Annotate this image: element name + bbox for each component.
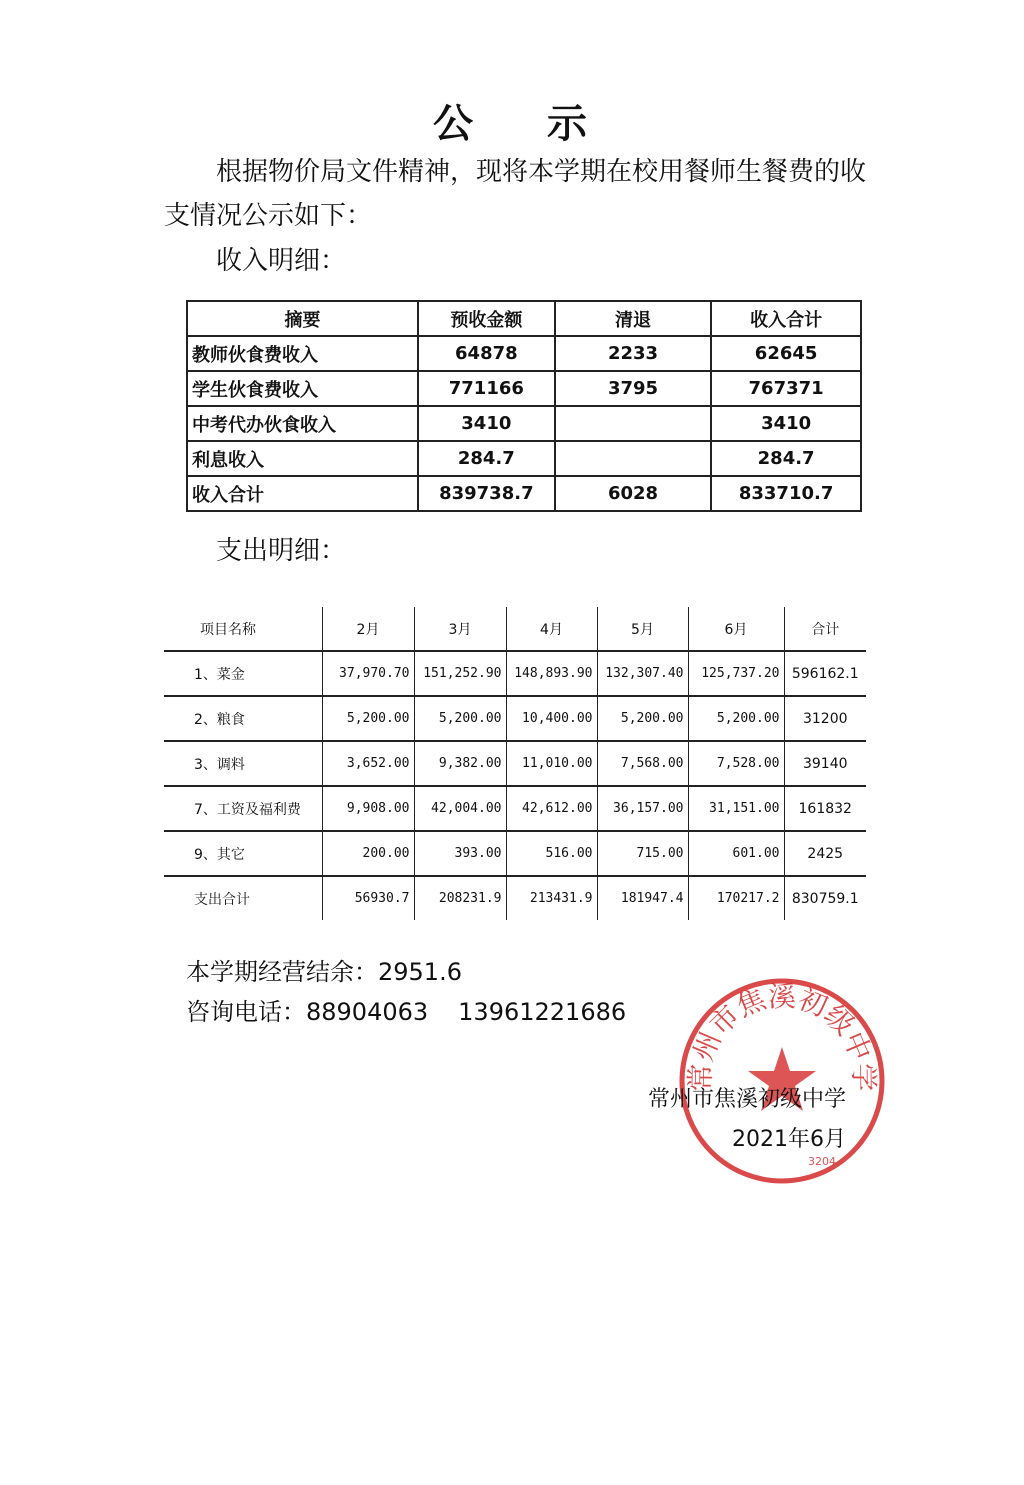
income-total-row (187, 476, 861, 511)
expense-cell: 7,528.00 (688, 741, 784, 786)
expense-cell: 830759.1 (784, 876, 866, 920)
expense-cell: 42,004.00 (414, 786, 506, 831)
income-cell: 284.7 (711, 441, 861, 476)
income-table (186, 300, 862, 512)
svg-text:常州市焦溪初级中学: 常州市焦溪初级中学 (683, 980, 881, 1092)
income-cell (555, 441, 711, 476)
expense-cell: 601.00 (688, 831, 784, 876)
expense-cell: 213431.9 (506, 876, 597, 920)
expense-cell: 715.00 (597, 831, 688, 876)
income-cell: 839738.7 (418, 476, 555, 511)
expense-cell: 39140 (784, 741, 866, 786)
income-cell: 3410 (711, 406, 861, 441)
expense-cell: 3,652.00 (322, 741, 414, 786)
expense-header-cell: 3月 (414, 607, 506, 651)
expense-total-row (164, 876, 866, 920)
official-seal-icon (676, 975, 888, 1187)
phone-label: 咨询电话： (186, 998, 306, 1026)
expense-row (164, 786, 866, 831)
phone-number-1: 88904063 (306, 998, 429, 1026)
income-header-cell: 摘要 (187, 301, 418, 336)
expense-cell: 200.00 (322, 831, 414, 876)
svg-text:3204: 3204 (808, 1155, 836, 1168)
intro-paragraph: 根据物价局文件精神，现将本学期在校用餐师生餐费的收支情况公示如下： (164, 157, 867, 231)
income-cell: 3795 (555, 371, 711, 406)
expense-cell: 1、菜金 (164, 651, 322, 696)
expense-cell: 31,151.00 (688, 786, 784, 831)
income-section-label: 收入明细： (216, 246, 347, 276)
phone-number-2: 13961221686 (458, 998, 627, 1026)
income-cell: 62645 (711, 336, 861, 371)
expense-row (164, 831, 866, 876)
income-header-cell: 清退 (555, 301, 711, 336)
income-cell: 教师伙食费收入 (187, 336, 418, 371)
phone-line (186, 992, 656, 1027)
expense-header-cell: 5月 (597, 607, 688, 651)
expense-cell: 170217.2 (688, 876, 784, 920)
expense-cell: 5,200.00 (414, 696, 506, 741)
expense-cell: 516.00 (506, 831, 597, 876)
income-header-cell: 预收金额 (418, 301, 555, 336)
expense-header-cell: 2月 (322, 607, 414, 651)
income-cell: 3410 (418, 406, 555, 441)
signature-date: 2021年6月 (732, 1127, 846, 1152)
expense-cell: 9,382.00 (414, 741, 506, 786)
expense-cell: 31200 (784, 696, 866, 741)
expense-row (164, 651, 866, 696)
income-cell: 利息收入 (187, 441, 418, 476)
income-cell: 6028 (555, 476, 711, 511)
income-cell: 771166 (418, 371, 555, 406)
expense-cell: 9、其它 (164, 831, 322, 876)
expense-cell: 7、工资及福利费 (164, 786, 322, 831)
expense-cell: 5,200.00 (322, 696, 414, 741)
expense-header-cell: 4月 (506, 607, 597, 651)
income-cell: 中考代办伙食收入 (187, 406, 418, 441)
expense-cell: 3、调料 (164, 741, 322, 786)
expense-header-cell: 6月 (688, 607, 784, 651)
expense-cell: 125,737.20 (688, 651, 784, 696)
expense-cell: 596162.1 (784, 651, 866, 696)
income-cell: 64878 (418, 336, 555, 371)
expense-header-cell: 项目名称 (164, 607, 322, 651)
expense-cell: 208231.9 (414, 876, 506, 920)
income-cell: 收入合计 (187, 476, 418, 511)
school-signature: 常州市焦溪初级中学 (648, 1087, 847, 1112)
expense-cell: 181947.4 (597, 876, 688, 920)
expense-cell: 37,970.70 (322, 651, 414, 696)
expense-cell: 2425 (784, 831, 866, 876)
balance-line: 本学期经营结余：2951.6 (186, 958, 462, 986)
income-cell: 767371 (711, 371, 861, 406)
page-title: 公 示 (433, 101, 591, 147)
income-cell: 284.7 (418, 441, 555, 476)
expense-cell: 56930.7 (322, 876, 414, 920)
expense-cell: 148,893.90 (506, 651, 597, 696)
expense-cell: 36,157.00 (597, 786, 688, 831)
expense-cell: 132,307.40 (597, 651, 688, 696)
expense-cell: 5,200.00 (688, 696, 784, 741)
income-header-row (187, 301, 861, 336)
expense-cell: 9,908.00 (322, 786, 414, 831)
expense-cell: 2、粮食 (164, 696, 322, 741)
expense-cell: 支出合计 (194, 891, 250, 908)
expense-cell: 11,010.00 (506, 741, 597, 786)
income-cell: 833710.7 (711, 476, 861, 511)
expense-cell: 161832 (784, 786, 866, 831)
income-row (187, 441, 861, 476)
expense-section-label: 支出明细： (216, 536, 347, 566)
income-cell: 学生伙食费收入 (187, 371, 418, 406)
income-cell: 2233 (555, 336, 711, 371)
expense-header-row (164, 607, 866, 651)
expense-row (164, 741, 866, 786)
expense-table (164, 607, 866, 920)
expense-cell: 10,400.00 (506, 696, 597, 741)
income-row (187, 406, 861, 441)
expense-cell: 42,612.00 (506, 786, 597, 831)
expense-cell: 5,200.00 (597, 696, 688, 741)
expense-cell: 7,568.00 (597, 741, 688, 786)
income-cell (555, 406, 711, 441)
expense-row (164, 696, 866, 741)
income-row (187, 336, 861, 371)
expense-cell: 393.00 (414, 831, 506, 876)
expense-header-cell: 合计 (784, 607, 866, 651)
income-row (187, 371, 861, 406)
income-header-cell: 收入合计 (711, 301, 861, 336)
expense-cell: 151,252.90 (414, 651, 506, 696)
